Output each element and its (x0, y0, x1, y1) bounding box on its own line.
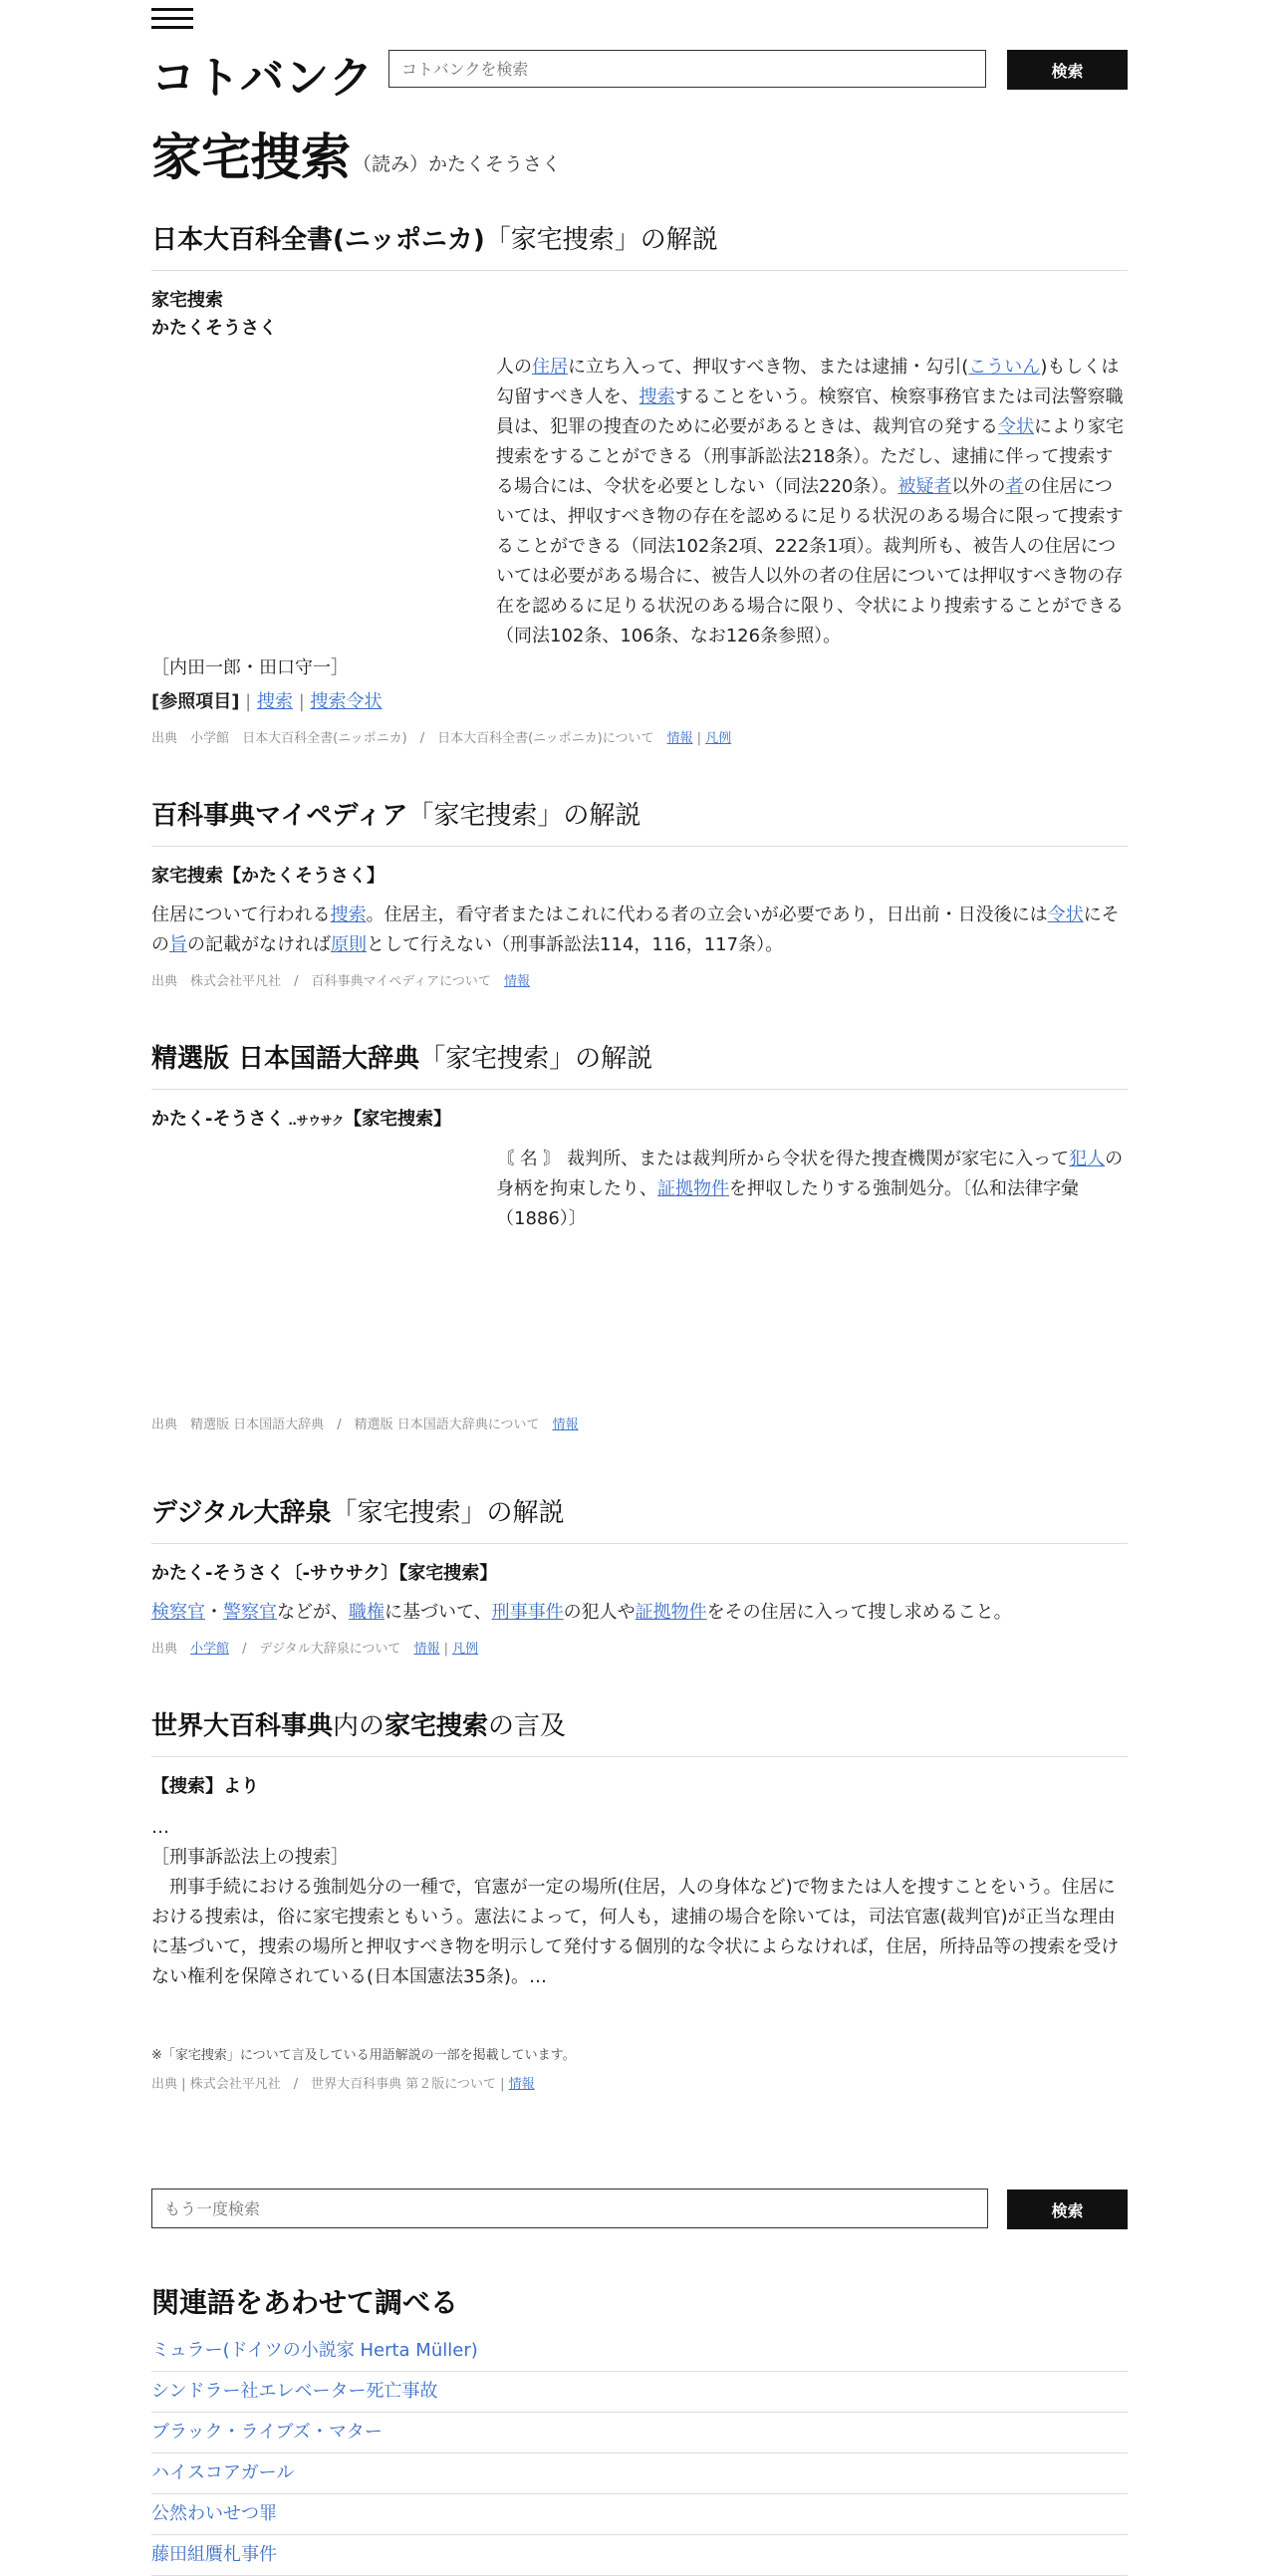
related-list (151, 2331, 1128, 2576)
term-title: かたく‐そうさく〔‐サウサク〕【家宅捜索】 (151, 1563, 498, 1584)
info-link[interactable]: 情報 (503, 974, 530, 989)
link-keisatsukan[interactable]: 警察官 (223, 1602, 277, 1623)
ellipsis: … (151, 1817, 169, 1838)
section-heading: 世界大百科事典内の家宅捜索の言及 (151, 1705, 1128, 1757)
term-title: 家宅捜索 (151, 290, 223, 311)
search-again-input[interactable] (151, 2189, 988, 2228)
info-link[interactable]: 情報 (666, 731, 693, 746)
publisher-link[interactable]: 小学館 (190, 1642, 230, 1657)
related-heading: 関連語をあわせて調べる (151, 2286, 459, 2319)
link-higisha[interactable]: 被疑者 (897, 476, 952, 497)
link-jukyo[interactable]: 住居 (532, 357, 568, 378)
related-item (151, 2413, 1128, 2453)
entry-body: 人の住居に立ち入って、押収すべき物、または逮捕・勾引(こういん)もしくは勾留すべき人を、捜索することをいう。検察官、検察事務官または司法警察職員は、犯罪の捜査のために必要があるときは、裁判官の発する令状により家宅捜索をすることができる（刑事訴訟法218条）。ただし、逮捕に伴って捜索する場合には、令状を必要としない（同法220条）。被疑者以外の者の住居については、押収すべき物の存在を認めるに足りる状況のある場合に限って捜索することができる（同法102条2項、222条1項）。裁判所も、被告人の住居については必要がある場合に、被告人以外の者の住居については押収すべき物の存在を認めるに足りる状況のある場合に限り、令状により捜索することができる（同法102条、106条、なお126条参照）。 (496, 357, 1124, 646)
term-reading: かたくそうさく (151, 318, 277, 339)
related-link[interactable]: ブラック・ライブズ・マター (151, 2422, 383, 2443)
link-sousaku[interactable]: 捜索 (330, 904, 367, 925)
ref-link-sousaku[interactable]: 捜索 (256, 691, 293, 712)
related-link[interactable]: 公然わいせつ罪 (151, 2503, 277, 2524)
hanrei-link[interactable]: 凡例 (705, 731, 732, 746)
link-kensatsukan[interactable]: 検察官 (151, 1602, 205, 1623)
related-item (151, 2331, 1128, 2372)
related-item (151, 2372, 1128, 2413)
link-shokken[interactable]: 職権 (349, 1602, 384, 1623)
search-input[interactable] (388, 50, 986, 88)
section-daijisen (151, 1492, 1128, 1657)
source-line: 出典 小学館 / デジタル大辞泉について 情報 | 凡例 (151, 1642, 479, 1657)
section-mypedia (151, 795, 1128, 989)
term-title: かたく‐そうさく ‥サウサク【家宅捜索】 (151, 1109, 452, 1130)
related-item (151, 2535, 1128, 2576)
mention-from: 【捜索】より (151, 1776, 259, 1797)
authors: ［内田一郎・田口守一］ (151, 657, 349, 678)
link-reijou[interactable]: 令状 (1047, 904, 1084, 925)
site-logo[interactable]: コトバンク (151, 53, 375, 104)
info-link[interactable]: 情報 (508, 2077, 535, 2092)
entry-body: 〘 名 〙 裁判所、または裁判所から令状を得た捜査機関が家宅に入って犯人の身柄を拘束したり、証拠物件を押収したりする強制処分。〔仏和法律字彙（1886）〕 (496, 1149, 1124, 1229)
source-line: 出典 株式会社平凡社 / 百科事典マイペディアについて 情報 (151, 974, 530, 989)
page-reading: （読み）かたくそうさく (353, 153, 562, 175)
section-heading: 日本大百科全書(ニッポニカ)「家宅捜索」の解説 (151, 219, 1128, 271)
source-line: 出典 小学館 日本大百科全書(ニッポニカ) / 日本大百科全書(ニッポニカ)について 情報 | 凡例 (151, 731, 732, 746)
link-kouin[interactable]: こういん (968, 357, 1041, 378)
link-keiji-jiken[interactable]: 刑事事件 (491, 1602, 564, 1623)
section-heading: 精選版 日本国語大辞典「家宅捜索」の解説 (151, 1038, 1128, 1090)
entry-body: 住居について行われる捜索。住居主，看守者またはこれに代わる者の立会いが必要であり，日出前・日没後には令状にその旨の記載がなければ原則として行えない（刑事訴訟法114，116，117条）。 (151, 904, 1120, 955)
link-gensoku[interactable]: 原則 (331, 934, 367, 955)
term-title: 家宅捜索【かたくそうさく】 (151, 866, 384, 887)
related-link[interactable]: ミュラー(ドイツの小説家 Herta Müller) (151, 2340, 478, 2361)
mention-note: ※「家宅捜索」について言及している用語解説の一部を掲載しています。 (151, 2048, 576, 2063)
page-title: 家宅捜索 (151, 129, 351, 186)
section-nipponica (151, 219, 1128, 746)
section-heading: デジタル大辞泉「家宅捜索」の解説 (151, 1492, 1128, 1544)
source-line: 出典 | 株式会社平凡社 / 世界大百科事典 第２版について | 情報 (151, 2077, 535, 2092)
section-heading: 百科事典マイペディア「家宅捜索」の解説 (151, 795, 1128, 847)
source-line: 出典 精選版 日本国語大辞典 / 精選版 日本国語大辞典について 情報 (151, 1417, 579, 1432)
entry-body: 刑事手続における強制処分の一種で，官憲が一定の場所(住居，人の身体など)で物または人を捜すことをいう。住居における捜索は，俗に家宅捜索ともいう。憲法によって，何人も，逮捕の場合を除いては，司法官憲(裁判官)が正当な理由に基づいて，捜索の場所と押収すべき物を明示して発付する個別的な令状によらなければ，住居，所持品等の捜索を受けない権利を保障されている(日本国憲法35条)。… (151, 1877, 1120, 1987)
subheading: ［刑事訴訟法上の捜索］ (151, 1847, 349, 1868)
reference-items: [参照項目] | 捜索 | 捜索令状 (151, 691, 383, 712)
link-shoko-bukken[interactable]: 証拠物件 (635, 1602, 707, 1623)
section-sekai (151, 1705, 1128, 2092)
link-shoko-bukken[interactable]: 証拠物件 (657, 1178, 729, 1199)
link-reijou[interactable]: 令状 (998, 416, 1034, 437)
search-button[interactable]: 検索 (1007, 50, 1128, 90)
related-item (151, 2494, 1128, 2535)
ref-link-sousaku-reijou[interactable]: 捜索令状 (310, 691, 383, 712)
link-mono[interactable]: 者 (1005, 476, 1024, 497)
related-link[interactable]: 藤田組贋札事件 (151, 2544, 277, 2565)
search-again-button[interactable]: 検索 (1007, 2190, 1128, 2229)
entry-body: 検察官・警察官などが、職権に基づいて、刑事事件の犯人や証拠物件をその住居に入って捜し求めること。 (151, 1602, 1012, 1623)
section-seisenban (151, 1038, 1128, 1432)
related-item (151, 2453, 1128, 2494)
link-sousaku[interactable]: 捜索 (639, 386, 675, 407)
hanrei-link[interactable]: 凡例 (452, 1642, 479, 1657)
menu-icon[interactable] (151, 8, 193, 34)
link-hannin[interactable]: 犯人 (1069, 1149, 1106, 1169)
info-link[interactable]: 情報 (413, 1642, 440, 1657)
related-link[interactable]: シンドラー社エレベーター死亡事故 (151, 2381, 438, 2402)
link-mune[interactable]: 旨 (169, 934, 187, 955)
related-link[interactable]: ハイスコアガール (151, 2462, 295, 2483)
info-link[interactable]: 情報 (552, 1417, 579, 1432)
